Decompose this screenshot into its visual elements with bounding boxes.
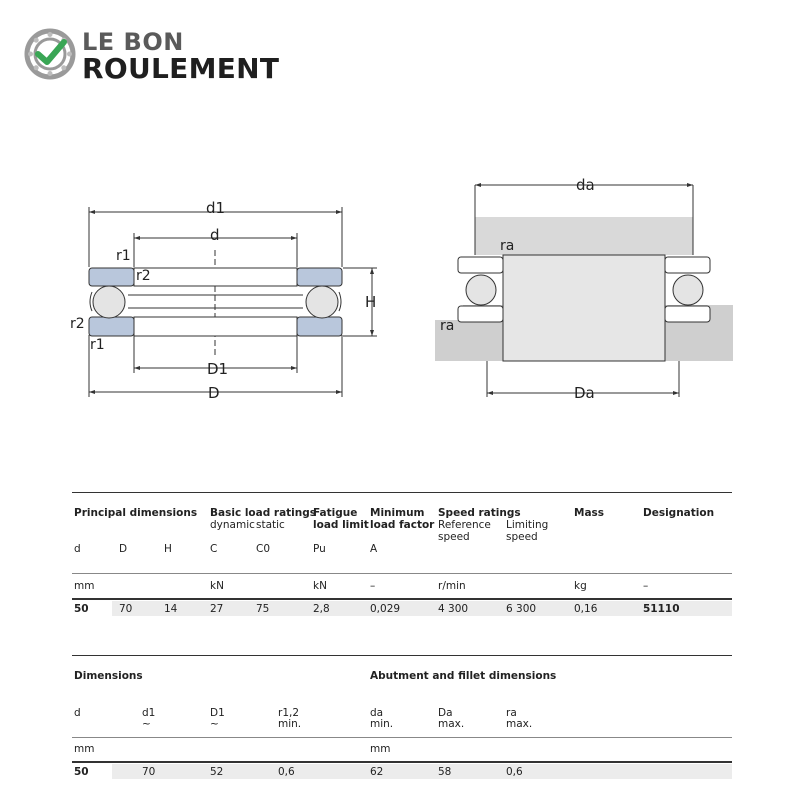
sym-d: d <box>74 543 81 555</box>
hdr-ref-speed-1: Reference <box>438 519 491 531</box>
table2-row-shade <box>112 764 732 779</box>
label-ra-bottom: ra <box>440 318 455 334</box>
brand-line-1: LE BON <box>82 28 184 56</box>
label-D1: D1 <box>207 360 229 378</box>
hdr-lim-speed-1: Limiting <box>506 519 549 531</box>
hdr-minimum-2: load factor <box>370 519 435 531</box>
sym2-r12: r1,2 <box>278 707 300 719</box>
sym2-Da: Da <box>438 707 453 719</box>
label-da: da <box>576 176 595 194</box>
hdr-dimensions: Dimensions <box>74 670 143 682</box>
row1-mass: 0,16 <box>574 603 598 615</box>
sym2-D1: D1 <box>210 707 225 719</box>
row1-designation: 51110 <box>643 603 680 615</box>
row1-ref-speed: 4 300 <box>438 603 469 615</box>
row1-lim-speed: 6 300 <box>506 603 537 615</box>
sym-D: D <box>119 543 128 555</box>
sym2-da-sub: min. <box>370 718 394 730</box>
label-r2-left: r2 <box>70 316 85 332</box>
label-d: d <box>210 226 220 244</box>
label-d1: d1 <box>206 199 226 217</box>
hdr-fatigue-2: load limit <box>313 519 369 531</box>
hdr-minimum-1: Minimum <box>370 507 425 519</box>
table2-top-rule <box>72 655 732 656</box>
hdr-designation: Designation <box>643 507 715 519</box>
hdr-abutment: Abutment and fillet dimensions <box>370 670 557 682</box>
sym-Pu: Pu <box>313 543 326 555</box>
ball-left <box>93 286 125 318</box>
sym2-d1: d1 <box>142 707 156 719</box>
label-r1-bottom: r1 <box>90 337 105 353</box>
hdr-ref-speed-2: speed <box>438 531 470 543</box>
brand-line-2: ROULEMENT <box>82 52 280 85</box>
unit-mm: mm <box>74 580 95 592</box>
sym-A: A <box>370 543 378 555</box>
label-H: H <box>365 293 377 311</box>
hdr-basic: Basic load ratings <box>210 507 317 519</box>
hdr-static: static <box>256 519 285 531</box>
sym2-d1-sub: ~ <box>142 718 151 730</box>
sym2-ra: ra <box>506 707 517 719</box>
sym2-r12-sub: min. <box>278 718 302 730</box>
hdr-mass: Mass <box>574 507 605 519</box>
row1-A: 0,029 <box>370 603 401 615</box>
sym-H: H <box>164 543 172 555</box>
sym2-ra-sub: max. <box>506 718 533 730</box>
row2-d: 50 <box>74 766 89 778</box>
label-Da: Da <box>574 384 595 402</box>
hdr-principal: Principal dimensions <box>74 507 198 519</box>
row2-r12: 0,6 <box>278 766 295 778</box>
unit-kN-2: kN <box>313 580 327 592</box>
row1-Pu: 2,8 <box>313 603 330 615</box>
hdr-lim-speed-2: speed <box>506 531 538 543</box>
label-r2-top: r2 <box>136 268 151 284</box>
unit-kN-1: kN <box>210 580 224 592</box>
sym-C: C <box>210 543 218 555</box>
row2-da: 62 <box>370 766 384 778</box>
label-r1-top: r1 <box>116 248 131 264</box>
unit-rmin: r/min <box>438 580 466 592</box>
label-D: D <box>208 384 220 402</box>
row1-d: 50 <box>74 603 89 615</box>
sym-C0: C0 <box>256 543 271 555</box>
table1-row-rule <box>72 598 732 600</box>
table2-row-rule <box>72 761 732 763</box>
unit-dash-1: – <box>370 580 376 592</box>
sym2-d: d <box>74 707 81 719</box>
table1-units-rule <box>72 573 732 574</box>
unit2-mm-2: mm <box>370 743 391 755</box>
row2-Da: 58 <box>438 766 452 778</box>
row1-D: 70 <box>119 603 133 615</box>
hdr-speed: Speed ratings <box>438 507 521 519</box>
row2-d1: 70 <box>142 766 156 778</box>
row2-ra: 0,6 <box>506 766 523 778</box>
unit-dash-2: – <box>643 580 649 592</box>
sym2-Da-sub: max. <box>438 718 465 730</box>
hdr-fatigue-1: Fatigue <box>313 507 358 519</box>
hdr-dynamic: dynamic <box>210 519 255 531</box>
table1-row-shade <box>112 601 732 616</box>
ball-right <box>306 286 338 318</box>
table1-top-rule <box>72 492 732 493</box>
label-ra-top: ra <box>500 238 515 254</box>
sym2-da: da <box>370 707 384 719</box>
row2-D1: 52 <box>210 766 224 778</box>
unit-kg: kg <box>574 580 587 592</box>
abutment-drawing <box>430 175 740 405</box>
unit2-mm-1: mm <box>74 743 95 755</box>
bearing-check-logo-icon <box>24 28 76 80</box>
row1-C0: 75 <box>256 603 270 615</box>
row1-H: 14 <box>164 603 178 615</box>
table2-units-rule <box>72 737 732 738</box>
row1-C: 27 <box>210 603 224 615</box>
sym2-D1-sub: ~ <box>210 718 219 730</box>
